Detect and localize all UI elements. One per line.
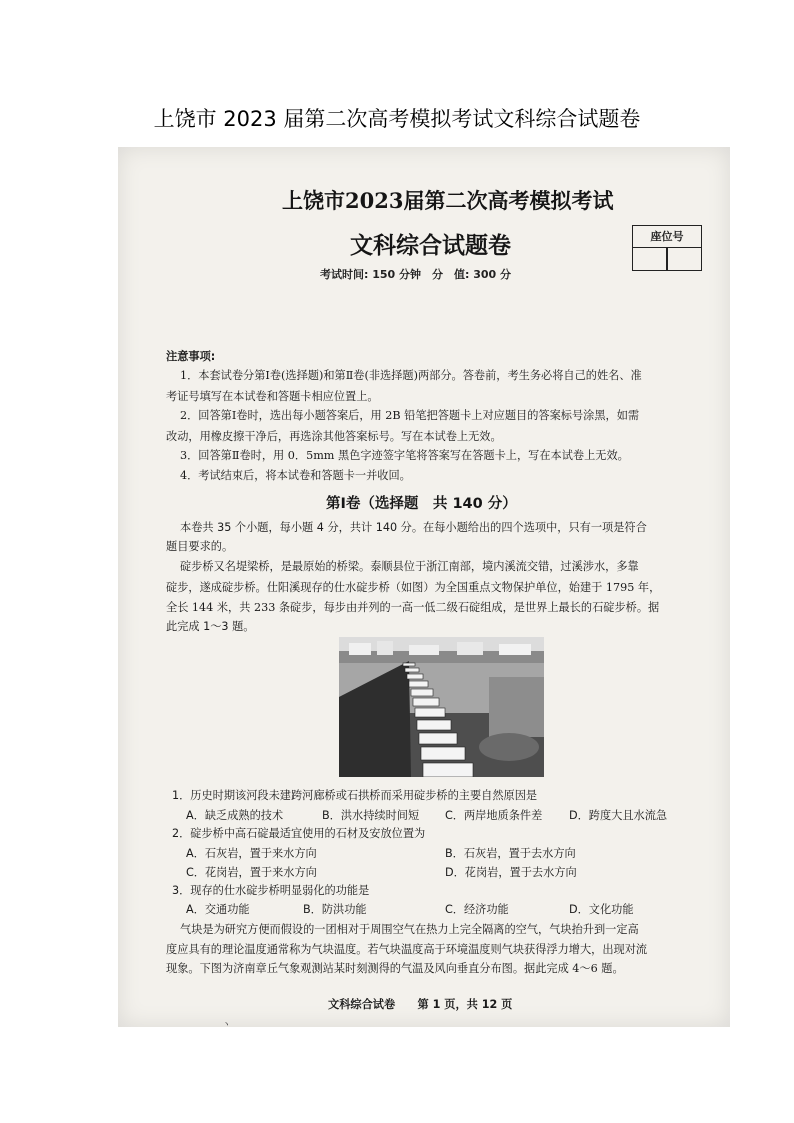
page-title: 上饶市 2023 届第二次高考模拟考试文科综合试题卷 xyxy=(153,107,641,131)
seat-number-label: 座位号 xyxy=(633,226,701,248)
passage-line: 全长 144 米，共 233 条碇步，每步由并列的一高一低二级石碇组成，是世界上最长的石碇步桥。据 xyxy=(166,601,660,614)
scanned-exam-page xyxy=(118,147,730,1027)
exam-subtitle: 文科综合试题卷 xyxy=(350,232,511,259)
seat-number-box xyxy=(632,225,702,271)
option: A．石灰岩，置于来水方向 xyxy=(186,847,317,860)
question-stem: 2．碇步桥中高石碇最适宜使用的石材及安放位置为 xyxy=(172,827,426,840)
option: C．经济功能 xyxy=(445,903,509,916)
passage-line: 碇步，遂成碇步桥。仕阳溪现存的仕水碇步桥（如图）为全国重点文物保护单位，始建于 1795 年， xyxy=(166,581,661,594)
section-heading: 第Ⅰ卷（选择题 共 140 分） xyxy=(326,496,517,512)
option: B．洪水持续时间短 xyxy=(322,809,420,822)
passage-line: 气块是为研究方便而假设的一团相对于周围空气在热力上完全隔离的空气，气块抬升到一定高 xyxy=(180,923,639,936)
exam-title: 上饶市2023届第二次高考模拟考试 xyxy=(282,188,614,213)
option: C．花岗岩，置于来水方向 xyxy=(186,866,317,879)
notice-line: 考证号填写在本试卷和答题卡相应位置上。 xyxy=(166,390,379,403)
notice-heading: 注意事项: xyxy=(166,350,216,363)
passage-line: 此完成 1～3 题。 xyxy=(166,620,255,633)
notice-line: 3．回答第Ⅱ卷时，用 0．5mm 黑色字迹签字笔将答案写在答题卡上，写在本试卷上无效。 xyxy=(180,449,629,462)
option: B．防洪功能 xyxy=(303,903,367,916)
option: D．文化功能 xyxy=(569,903,634,916)
option: A．交通功能 xyxy=(186,903,250,916)
option: B．石灰岩，置于去水方向 xyxy=(445,847,576,860)
exam-time-score: 考试时间: 150 分钟 分 值: 300 分 xyxy=(320,268,512,281)
option: A．缺乏成熟的技术 xyxy=(186,809,284,822)
option: D．花岗岩，置于去水方向 xyxy=(445,866,577,879)
section-intro: 题目要求的。 xyxy=(166,540,234,553)
notice-line: 改动，用橡皮擦干净后，再选涂其他答案标号。写在本试卷上无效。 xyxy=(166,430,502,443)
notice-line: 1．本套试卷分第Ⅰ卷(选择题)和第Ⅱ卷(非选择题)两部分。答卷前，考生务必将自己的姓名、准 xyxy=(180,369,642,382)
question-stem: 3．现存的仕水碇步桥明显弱化的功能是 xyxy=(172,884,370,897)
scan-mark: ヽ xyxy=(222,1020,232,1027)
section-intro: 本卷共 35 个小题，每小题 4 分，共计 140 分。在每小题给出的四个选项中，只有一项是符合 xyxy=(180,521,647,534)
notice-line: 2．回答第Ⅰ卷时，选出每小题答案后，用 2B 铅笔把答题卡上对应题目的答案标号涂黑，如需 xyxy=(180,409,640,422)
stepping-stone-bridge-photo xyxy=(339,637,544,777)
passage-line: 现象。下图为济南章丘气象观测站某时刻测得的气温及风向垂直分布图。据此完成 4～6 题。 xyxy=(166,962,624,975)
option: C．两岸地质条件差 xyxy=(445,809,543,822)
page-footer: 文科综合试卷 第 1 页，共 12 页 xyxy=(328,998,513,1011)
option: D．跨度大且水流急 xyxy=(569,809,668,822)
notice-line: 4．考试结束后，将本试卷和答题卡一并收回。 xyxy=(180,469,411,482)
question-stem: 1．历史时期该河段未建跨河廊桥或石拱桥而采用碇步桥的主要自然原因是 xyxy=(172,789,538,802)
passage-line: 碇步桥又名堤梁桥，是最原始的桥梁。泰顺县位于浙江南部，境内溪流交错，过溪涉水，多靠 xyxy=(180,560,639,573)
passage-line: 度应具有的理论温度通常称为气块温度。若气块温度高于环境温度则气块获得浮力增大，出现对流 xyxy=(166,943,648,956)
